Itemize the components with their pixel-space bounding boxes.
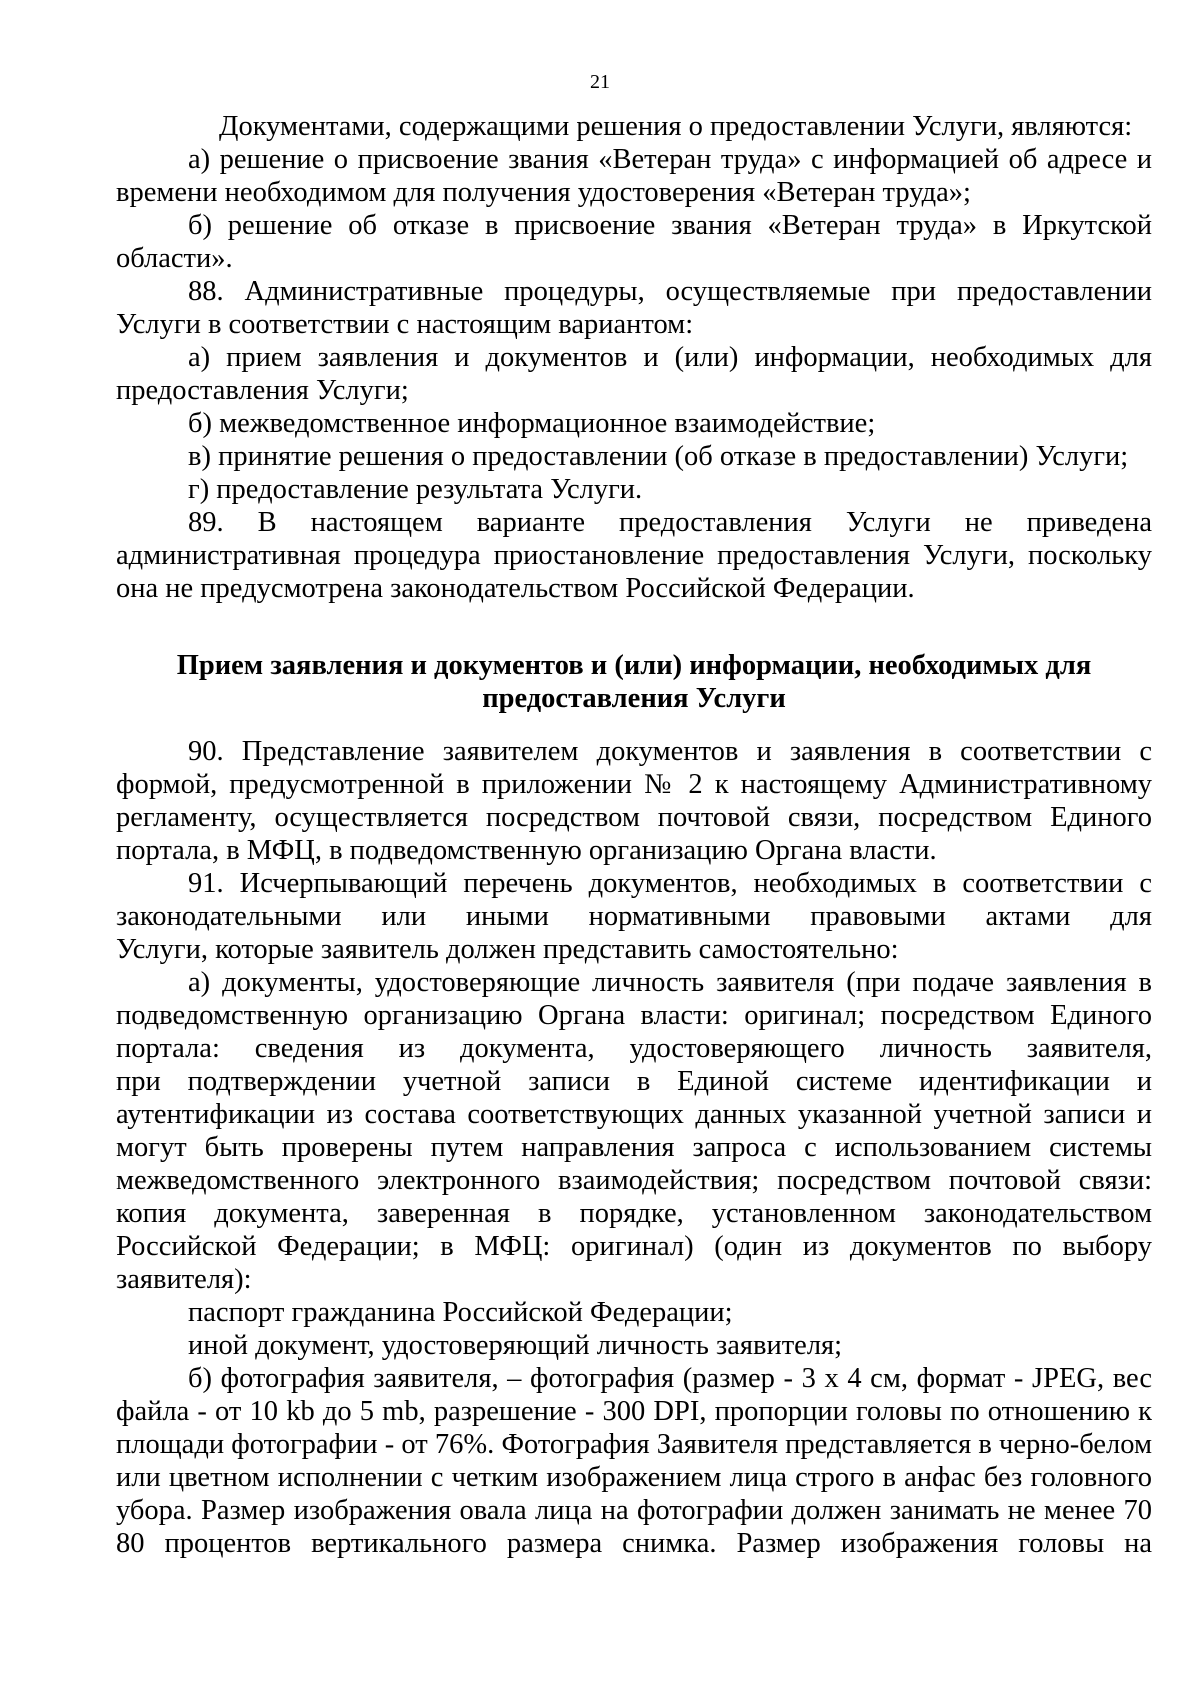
paragraph-line: 90. Представление заявителем документов и заявления в соответствии с [188, 736, 1152, 767]
paragraph-line: могут быть проверены путем направления запроса с использованием системы [116, 1132, 1152, 1163]
paragraph-line: межведомственного электронного взаимодействия; посредством почтовой связи: [116, 1165, 1152, 1196]
paragraph-line: административная процедура приостановление предоставления Услуги, поскольку [116, 540, 1152, 571]
paragraph-line: она не предусмотрена законодательством Российской Федерации. [116, 573, 915, 604]
paragraph-line: в) принятие решения о предоставлении (об отказе в предоставлении) Услуги; [188, 441, 1129, 472]
paragraph-line: времени необходимом для получения удостоверения «Ветеран труда»; [116, 177, 971, 208]
paragraph-line: файла - от 10 kb до 5 mb, разрешение - 300 DPI, пропорции головы по отношению к [116, 1396, 1152, 1427]
paragraph-line: 88. Административные процедуры, осуществляемые при предоставлении [188, 276, 1152, 307]
paragraph-line: подведомственную организацию Органа власти: оригинал; посредством Единого [116, 1000, 1152, 1031]
paragraph-line: б) межведомственное информационное взаимодействие; [188, 408, 876, 439]
section-heading: предоставления Услуги [482, 683, 786, 714]
paragraph-line: Услуги, которые заявитель должен представить самостоятельно: [116, 934, 899, 965]
paragraph-line: а) решение о присвоение звания «Ветеран труда» с информацией об адресе и [188, 144, 1152, 175]
paragraph-line: Услуги в соответствии с настоящим вариантом: [116, 309, 694, 340]
paragraph-line: г) предоставление результата Услуги. [188, 474, 643, 505]
paragraph-line: 89. В настоящем варианте предоставления Услуги не приведена [188, 507, 1152, 538]
paragraph-line: предоставления Услуги; [116, 375, 409, 406]
paragraph-line: при подтверждении учетной записи в Единой системе идентификации и [116, 1066, 1152, 1097]
paragraph-line: а) прием заявления и документов и (или) информации, необходимых для [188, 342, 1152, 373]
document-body [116, 110, 1152, 1560]
paragraph-line: регламенту, осуществляется посредством почтовой связи, посредством Единого [116, 802, 1152, 833]
paragraph-line: аутентификации из состава соответствующих данных указанной учетной записи и [116, 1099, 1152, 1130]
paragraph-line: формой, предусмотренной в приложении № 2 к настоящему Административному [116, 769, 1152, 800]
paragraph-line: Документами, содержащими решения о предоставлении Услуги, являются: [219, 111, 1133, 142]
paragraph-line: б) фотография заявителя, – фотография (размер - 3 х 4 см, формат - JPEG, вес [188, 1363, 1152, 1394]
paragraph-line: а) документы, удостоверяющие личность заявителя (при подаче заявления в [188, 967, 1152, 998]
paragraph-line: убора. Размер изображения овала лица на фотографии должен занимать не менее 70 [116, 1495, 1152, 1526]
page-number: 21 [590, 71, 610, 93]
paragraph-line: площади фотографии - от 76%. Фотография Заявителя представляется в черно-белом [116, 1429, 1152, 1460]
paragraph-line: портала: сведения из документа, удостоверяющего личность заявителя, [116, 1033, 1152, 1064]
section-heading: Прием заявления и документов и (или) информации, необходимых для [176, 650, 1092, 681]
paragraph-line: копия документа, заверенная в порядке, установленном законодательством [116, 1198, 1152, 1229]
list-item: иной документ, удостоверяющий личность заявителя; [188, 1330, 843, 1361]
list-item: паспорт гражданина Российской Федерации; [188, 1297, 733, 1328]
paragraph-line: портала, в МФЦ, в подведомственную организацию Органа власти. [116, 835, 937, 866]
paragraph-line: законодательными или иными нормативными правовыми актами для [116, 901, 1152, 932]
paragraph-line: Российской Федерации; в МФЦ: оригинал) (один из документов по выбору [116, 1231, 1152, 1262]
paragraph-line: заявителя): [116, 1264, 252, 1295]
paragraph-line: 80 процентов вертикального размера снимка. Размер изображения головы на [116, 1528, 1152, 1559]
paragraph-line: области». [116, 243, 233, 274]
paragraph-line: или цветном исполнении с четким изображением лица строго в анфас без головного [116, 1462, 1152, 1493]
paragraph-line: б) решение об отказе в присвоение звания «Ветеран труда» в Иркутской [188, 210, 1152, 241]
paragraph-line: 91. Исчерпывающий перечень документов, необходимых в соответствии с [188, 868, 1152, 899]
